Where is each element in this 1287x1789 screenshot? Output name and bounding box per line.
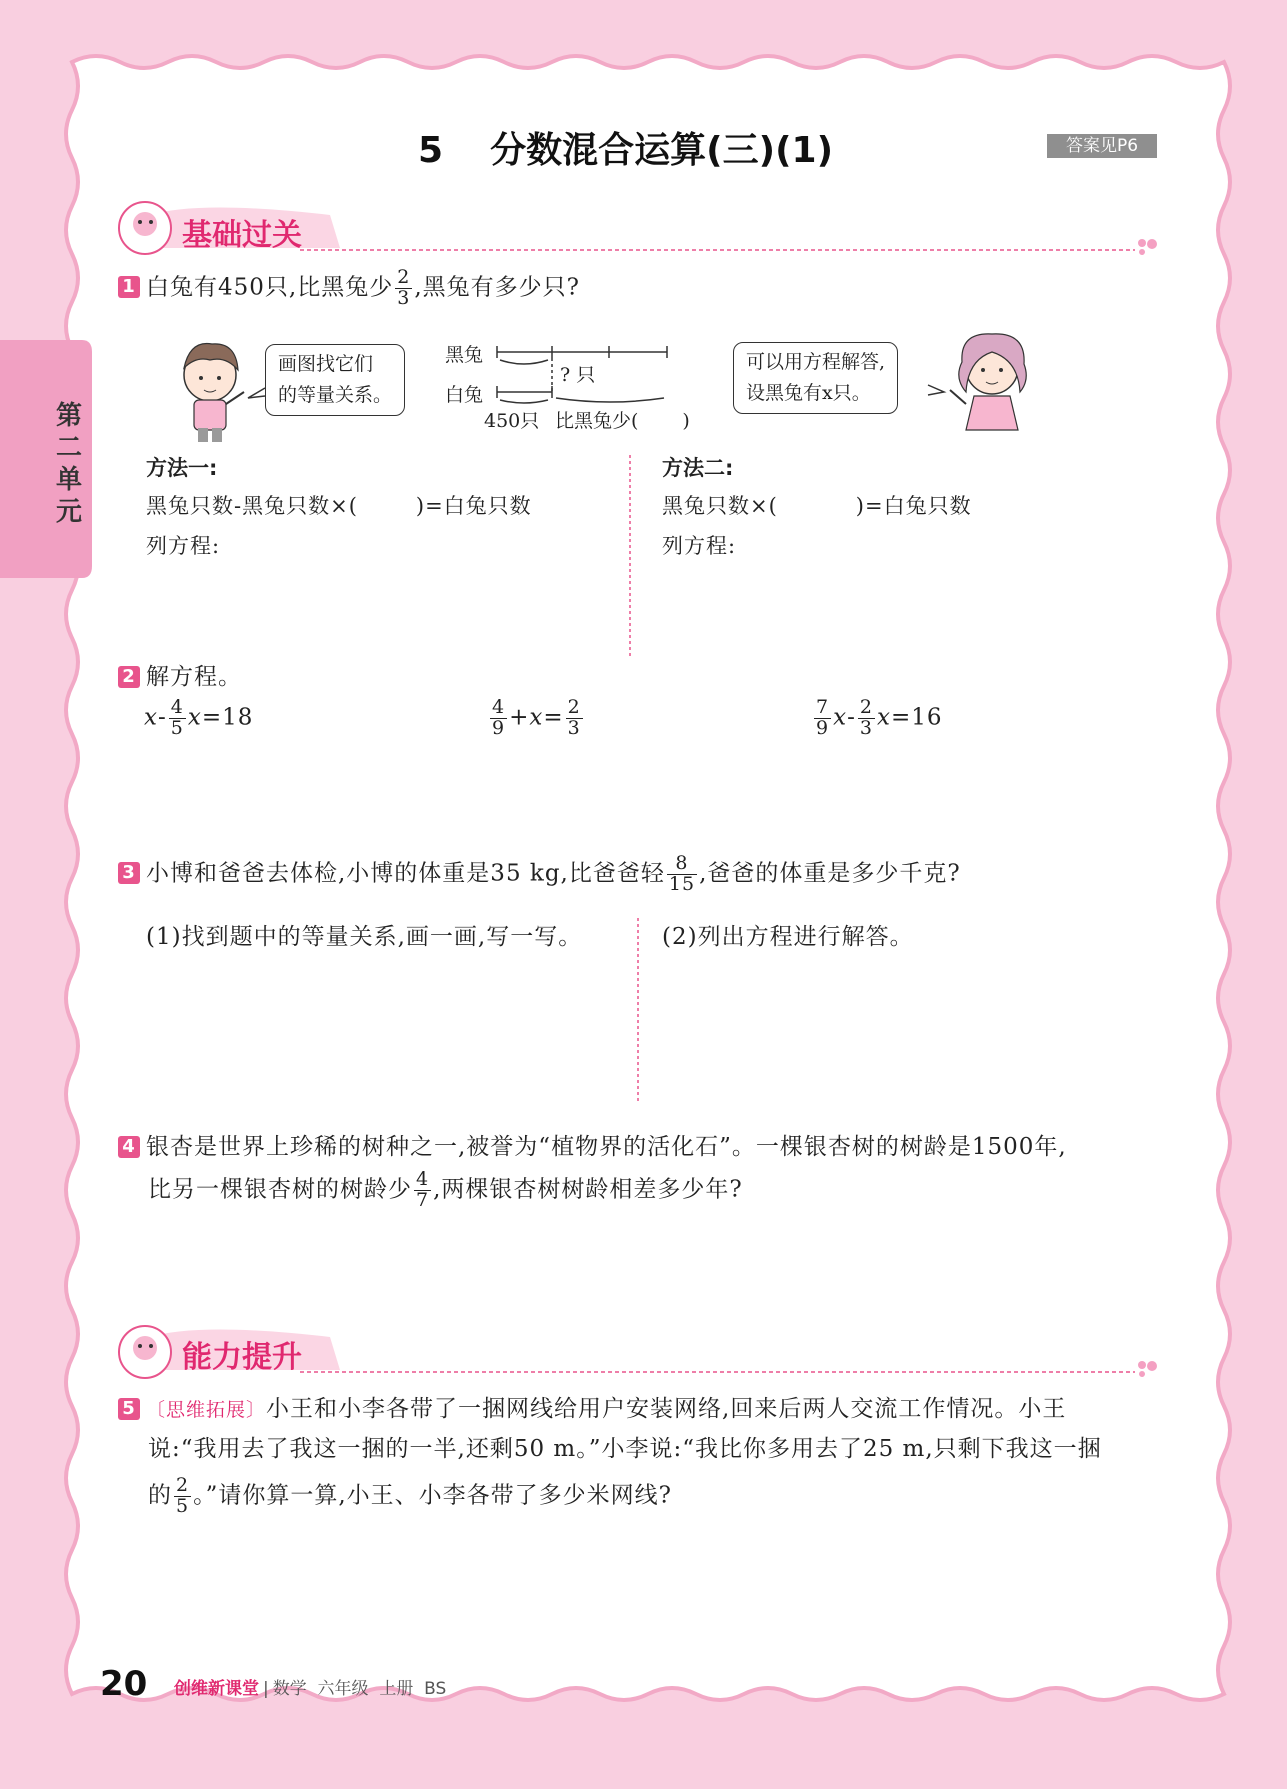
question-2 <box>118 658 242 691</box>
equation-2: $\frac{4}{9}$ +x= $\frac{2}{3}$ <box>492 696 581 739</box>
question-1 <box>118 268 580 309</box>
fraction: $\frac{2}{3}$ <box>397 266 411 309</box>
question-number: 4 <box>118 1136 140 1158</box>
method1-equation-label: 列方程: <box>146 534 221 558</box>
q1-text-a: 白兔有450只,比黑兔少 <box>146 274 394 301</box>
method2-equation-label: 列方程: <box>662 534 737 558</box>
question-number: 3 <box>118 862 140 884</box>
diagram-less-label: 比黑兔少( ) <box>555 410 690 432</box>
q2-title: 解方程。 <box>146 664 242 690</box>
diagram-white-count: 450只 <box>484 410 540 432</box>
speech-bubble-right: 可以用方程解答, 设黑兔有x只。 <box>733 342 898 414</box>
q5-tag: 〔思维拓展〕 <box>146 1399 267 1421</box>
method1-title: 方法一: <box>146 456 218 480</box>
page-title <box>418 122 833 173</box>
answer-reference: 答案见P6 <box>1065 136 1139 156</box>
question-number: 5 <box>118 1398 140 1420</box>
q1-text-b: ,黑兔有多少只? <box>414 274 580 301</box>
question-number: 1 <box>118 276 140 298</box>
method1-formula: 黑兔只数-黑兔只数×( )=白兔只数 <box>146 494 532 518</box>
q3-part-2: (2)列出方程进行解答。 <box>662 924 914 950</box>
speech-bubble-left: 画图找它们 的等量关系。 <box>265 344 405 416</box>
method2-title: 方法二: <box>662 456 734 480</box>
q3-part-1: (1)找到题中的等量关系,画一画,写一写。 <box>146 924 583 950</box>
lesson-number: 5 <box>418 130 444 171</box>
question-5-line-3: 的 $\frac{2}{5}$ 。”请你算一算,小王、小李各带了多少米网线? <box>148 1474 672 1517</box>
page-number: 20 <box>100 1664 148 1704</box>
footer-brand: 创维新课堂 | 数学 六年级 上册 BS <box>174 1679 447 1699</box>
section-title-basic: 基础过关 <box>182 218 302 253</box>
equation-1: x- $\frac{4}{5}$ x=18 <box>144 696 254 739</box>
question-4: 4 银杏是世界上珍稀的树种之一,被誉为“植物界的活化石”。一棵银杏树的树龄是1500年, <box>118 1128 1067 1161</box>
question-4-line-2: 比另一棵银杏树的树龄少 $\frac{4}{7}$ ,两棵银杏树树龄相差多少年? <box>148 1168 743 1211</box>
question-5: 5 〔思维拓展〕小王和小李各带了一捆网线给用户安装网络,回来后两人交流工作情况。小王 <box>118 1390 1066 1423</box>
question-3: 3 小博和爸爸去体检,小博的体重是35 kg,比爸爸轻 $\frac{8}{15}$ ,爸爸的体重是多少千克? <box>118 854 961 895</box>
lesson-title: 分数混合运算(三)(1) <box>490 130 834 171</box>
diagram-black-label: 黑兔 <box>445 344 484 366</box>
question-5-line-2: 说:“我用去了我这一捆的一半,还剩50 m。”小李说:“我比你多用去了25 m,只剩下我这一捆 <box>148 1436 1102 1462</box>
method2-formula: 黑兔只数×( )=白兔只数 <box>662 494 972 518</box>
diagram-unknown: ? 只 <box>560 364 596 386</box>
diagram-white-label: 白兔 <box>445 384 484 406</box>
equation-3: $\frac{7}{9}$ x- $\frac{2}{3}$ x=16 <box>816 696 943 739</box>
section-title-advanced: 能力提升 <box>182 1340 302 1375</box>
question-number: 2 <box>118 666 140 688</box>
unit-tab-label: 第二单元 <box>56 401 83 527</box>
